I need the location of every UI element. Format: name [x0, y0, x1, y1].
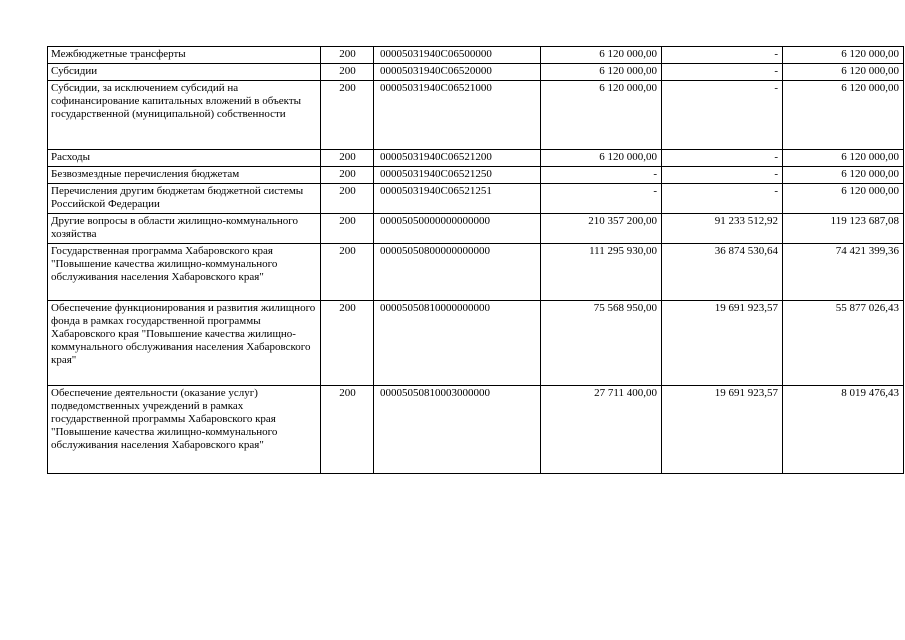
row-code-cell: 200 — [321, 184, 374, 214]
row-code-cell: 200 — [321, 47, 374, 64]
row-remaining-cell: 6 120 000,00 — [783, 81, 904, 150]
row-approved-cell: - — [541, 184, 662, 214]
table-row — [48, 184, 904, 214]
table-row — [48, 167, 904, 184]
row-classification-code-cell: 00005050000000000000 — [374, 214, 541, 244]
row-classification-code-cell: 00005031940C06520000 — [374, 64, 541, 81]
row-code-cell: 200 — [321, 214, 374, 244]
table-row — [48, 81, 904, 150]
row-classification-code-cell: 00005050800000000000 — [374, 244, 541, 301]
row-code-cell: 200 — [321, 386, 374, 474]
row-name-cell: Другие вопросы в области жилищно-коммунального хозяйства — [48, 214, 321, 244]
budget-execution-table — [47, 46, 904, 474]
row-executed-cell: - — [662, 47, 783, 64]
row-approved-cell: 6 120 000,00 — [541, 64, 662, 81]
table-body — [48, 47, 904, 474]
row-name-cell: Обеспечение функционирования и развития жилищного фонда в рамках государственной программы Хабаровского края "Повышение качества жилищно-коммунального обслуживания населения Хабаровского края" — [48, 301, 321, 386]
row-remaining-cell: 55 877 026,43 — [783, 301, 904, 386]
row-remaining-cell: 6 120 000,00 — [783, 167, 904, 184]
row-name-cell: Обеспечение деятельности (оказание услуг) подведомственных учреждений в рамках государственной программы Хабаровского края "Повышение качества жилищно-коммунального обслуживания населения Хабаровского края" — [48, 386, 321, 474]
row-code-cell: 200 — [321, 301, 374, 386]
row-code-cell: 200 — [321, 81, 374, 150]
row-code-cell: 200 — [321, 64, 374, 81]
row-remaining-cell: 6 120 000,00 — [783, 47, 904, 64]
row-classification-code-cell: 00005031940C06521251 — [374, 184, 541, 214]
row-name-cell: Субсидии, за исключением субсидий на софинансирование капитальных вложений в объекты государственной (муниципальной) собственности — [48, 81, 321, 150]
row-classification-code-cell: 00005031940C06500000 — [374, 47, 541, 64]
row-name-cell: Межбюджетные трансферты — [48, 47, 321, 64]
row-executed-cell: 19 691 923,57 — [662, 301, 783, 386]
row-name-cell: Расходы — [48, 150, 321, 167]
row-approved-cell: 210 357 200,00 — [541, 214, 662, 244]
row-approved-cell: 111 295 930,00 — [541, 244, 662, 301]
row-executed-cell: - — [662, 167, 783, 184]
row-classification-code-cell: 00005031940C06521000 — [374, 81, 541, 150]
row-executed-cell: 19 691 923,57 — [662, 386, 783, 474]
row-classification-code-cell: 00005050810000000000 — [374, 301, 541, 386]
row-name-cell: Государственная программа Хабаровского края "Повышение качества жилищно-коммунального обслуживания населения Хабаровского края" — [48, 244, 321, 301]
row-remaining-cell: 8 019 476,43 — [783, 386, 904, 474]
row-executed-cell: - — [662, 184, 783, 214]
row-approved-cell: 6 120 000,00 — [541, 150, 662, 167]
row-remaining-cell: 6 120 000,00 — [783, 184, 904, 214]
row-classification-code-cell: 00005031940C06521200 — [374, 150, 541, 167]
row-executed-cell: - — [662, 64, 783, 81]
table-row — [48, 47, 904, 64]
row-classification-code-cell: 00005050810003000000 — [374, 386, 541, 474]
row-approved-cell: 75 568 950,00 — [541, 301, 662, 386]
row-executed-cell: - — [662, 150, 783, 167]
table-row — [48, 301, 904, 386]
row-name-cell: Субсидии — [48, 64, 321, 81]
row-approved-cell: - — [541, 167, 662, 184]
table-row — [48, 150, 904, 167]
row-remaining-cell: 74 421 399,36 — [783, 244, 904, 301]
row-name-cell: Безвозмездные перечисления бюджетам — [48, 167, 321, 184]
row-remaining-cell: 6 120 000,00 — [783, 64, 904, 81]
row-name-cell: Перечисления другим бюджетам бюджетной системы Российской Федерации — [48, 184, 321, 214]
row-approved-cell: 6 120 000,00 — [541, 81, 662, 150]
row-code-cell: 200 — [321, 167, 374, 184]
row-code-cell: 200 — [321, 150, 374, 167]
row-classification-code-cell: 00005031940C06521250 — [374, 167, 541, 184]
row-remaining-cell: 6 120 000,00 — [783, 150, 904, 167]
row-approved-cell: 27 711 400,00 — [541, 386, 662, 474]
table-row — [48, 244, 904, 301]
table-row — [48, 214, 904, 244]
row-executed-cell: 91 233 512,92 — [662, 214, 783, 244]
row-remaining-cell: 119 123 687,08 — [783, 214, 904, 244]
row-executed-cell: - — [662, 81, 783, 150]
row-approved-cell: 6 120 000,00 — [541, 47, 662, 64]
row-executed-cell: 36 874 530,64 — [662, 244, 783, 301]
row-code-cell: 200 — [321, 244, 374, 301]
table-row — [48, 386, 904, 474]
table-row — [48, 64, 904, 81]
